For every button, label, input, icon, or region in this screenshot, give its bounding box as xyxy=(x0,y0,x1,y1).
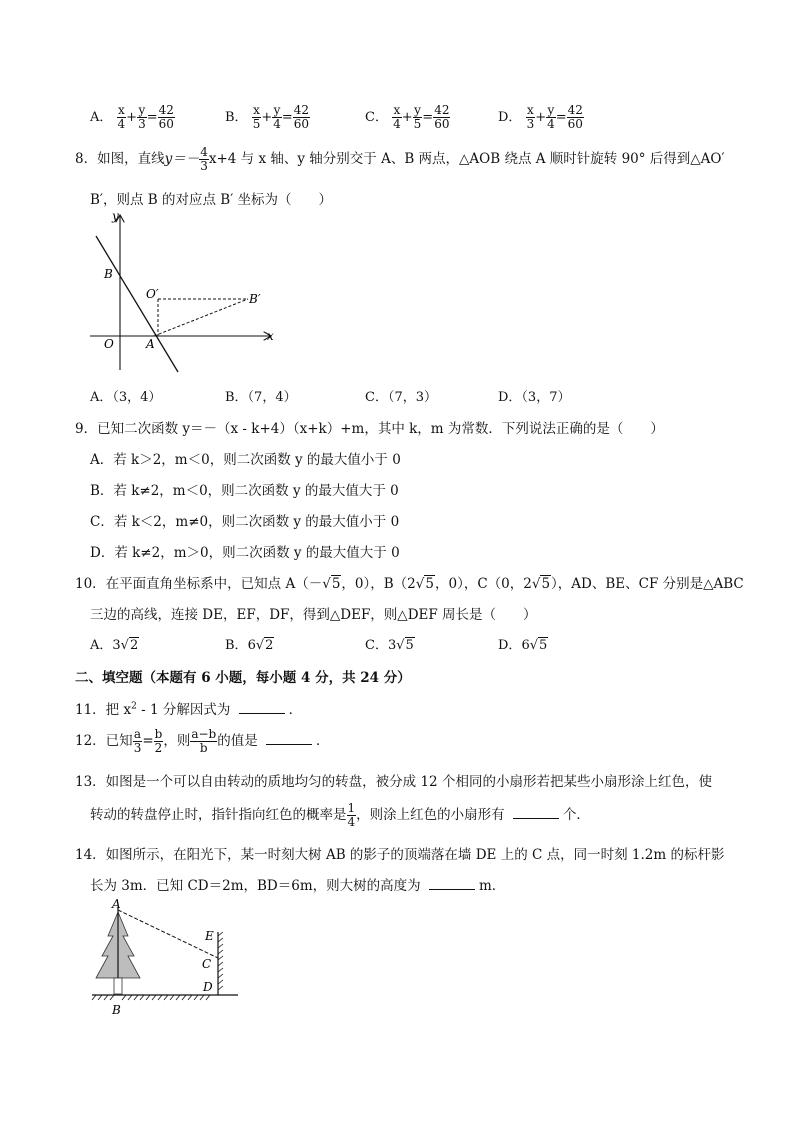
line-ab xyxy=(96,236,178,372)
q13-answer-blank[interactable] xyxy=(513,818,559,819)
q10-option-b[interactable]: B．6√2 xyxy=(225,638,274,653)
q10-stem: 10．在平面直角坐标系中，已知点 A（－√5，0），B（2√5，0），C（0，2√5），AD、BE、CF 分别是△ABC xyxy=(75,576,744,592)
section-title-fill-in: 二、填空题（本题有 6 小题，每小题 4 分，共 24 分） xyxy=(75,670,411,686)
q9-stem: 9．已知二次函数 y＝－（x - k+4）（x+k）+m，其中 k，m 为常数．下列说法正确的是（ ） xyxy=(75,421,664,437)
q13-line1: 13．如图是一个可以自由转动的质地均匀的转盘，被分成 12 个相同的小扇形若把某些小扇形涂上红色，使 xyxy=(75,774,712,790)
label-x: x xyxy=(267,329,274,343)
dash-a-b1 xyxy=(154,299,248,336)
q14-answer-blank[interactable] xyxy=(429,889,475,890)
q12-answer-blank[interactable] xyxy=(266,744,312,745)
label-a: A xyxy=(112,898,121,911)
q7-option-b[interactable]: B． $\frac{x}{5}$ + $\frac{y}{4}$ = $\frac{42}{60}$ xyxy=(225,103,310,131)
q8-option-b[interactable]: B．（7，4） xyxy=(225,390,297,405)
q9-option-b[interactable]: B．若 k≠2，m＜0，则二次函数 y 的最大值大于 0 xyxy=(90,483,399,499)
q14-line2: 长为 3m．已知 CD＝2m，BD＝6m，则大树的高度为 m． xyxy=(90,878,506,894)
q10-option-d[interactable]: D．6√5 xyxy=(498,638,548,653)
q7-option-c[interactable]: C． $\frac{x}{4}$ + $\frac{y}{5}$ = $\frac{42}{60}$ xyxy=(365,103,450,131)
q12: 12．已知 $\frac{a}{3}$ = $\frac{b}{2}$ ，则 $\frac{a-b}{b}$ 的值是 ． xyxy=(75,727,330,755)
label-e: E xyxy=(205,929,214,943)
q10-stem-line2: 三边的高线，连接 DE，EF，DF，得到△DEF，则△DEF 周长是（ ） xyxy=(90,607,537,623)
tree-trunk xyxy=(114,978,122,994)
label-b1: B′ xyxy=(249,292,261,306)
q8-option-a[interactable]: A．（3，4） xyxy=(90,390,162,405)
label-a: A xyxy=(146,337,155,351)
label-o: O xyxy=(104,337,114,351)
q8-figure xyxy=(86,210,286,378)
q10-option-a[interactable]: A．3√2 xyxy=(90,638,139,653)
label-c: C xyxy=(202,957,212,971)
label-y: y xyxy=(112,210,119,223)
label-o1: O′ xyxy=(146,287,159,301)
q9-option-a[interactable]: A．若 k＞2，m＜0，则二次函数 y 的最大值小于 0 xyxy=(90,452,401,468)
q14-figure xyxy=(88,898,248,1020)
q10-option-c[interactable]: C．3√5 xyxy=(365,638,414,653)
label-b: B xyxy=(112,1003,121,1017)
q14-line1: 14．如图所示，在阳光下，某一时刻大树 AB 的影子的顶端落在墙 DE 上的 C 点，同一时刻 1.2m 的标杆影 xyxy=(75,847,725,863)
q8-option-c[interactable]: C．（7，3） xyxy=(365,390,437,405)
q9-option-d[interactable]: D．若 k≠2，m＞0，则二次函数 y 的最大值大于 0 xyxy=(90,545,400,561)
ground-hatch xyxy=(92,995,210,1000)
q9-option-c[interactable]: C．若 k＜2，m≠0，则二次函数 y 的最大值小于 0 xyxy=(90,514,400,530)
label-d: D xyxy=(203,980,213,994)
q13-line2: 转动的转盘停止时，指针指向红色的概率是 $\frac{1}{4}$ ，则涂上红色的小扇形有 个． xyxy=(90,801,590,829)
q8-option-d[interactable]: D．（3，7） xyxy=(498,390,571,405)
q7-option-a[interactable]: A． $\frac{x}{4}$ + $\frac{y}{3}$ = $\frac{42}{60}$ xyxy=(90,103,174,131)
q8-stem: 8．如图，直线y＝－ $\frac{4}{3}$ x+4 与 x 轴、y 轴分别交于 A、B 两点，△AOB 绕点 A 顺时针旋转 90° 后得到△AO′ xyxy=(75,145,725,173)
q7-option-d[interactable]: D． $\frac{x}{3}$ + $\frac{y}{4}$ = $\frac{42}{60}$ xyxy=(498,103,583,131)
q11: 11．把 $x^2 - 1$ 分解因式为 ． xyxy=(75,701,303,718)
wall-hatch xyxy=(218,932,223,990)
q8-stem-line2: B′，则点 B 的对应点 B′ 坐标为（ ） xyxy=(90,192,333,208)
label-b: B xyxy=(104,267,113,281)
shadow-ray xyxy=(118,910,218,958)
q11-answer-blank[interactable] xyxy=(239,713,285,714)
